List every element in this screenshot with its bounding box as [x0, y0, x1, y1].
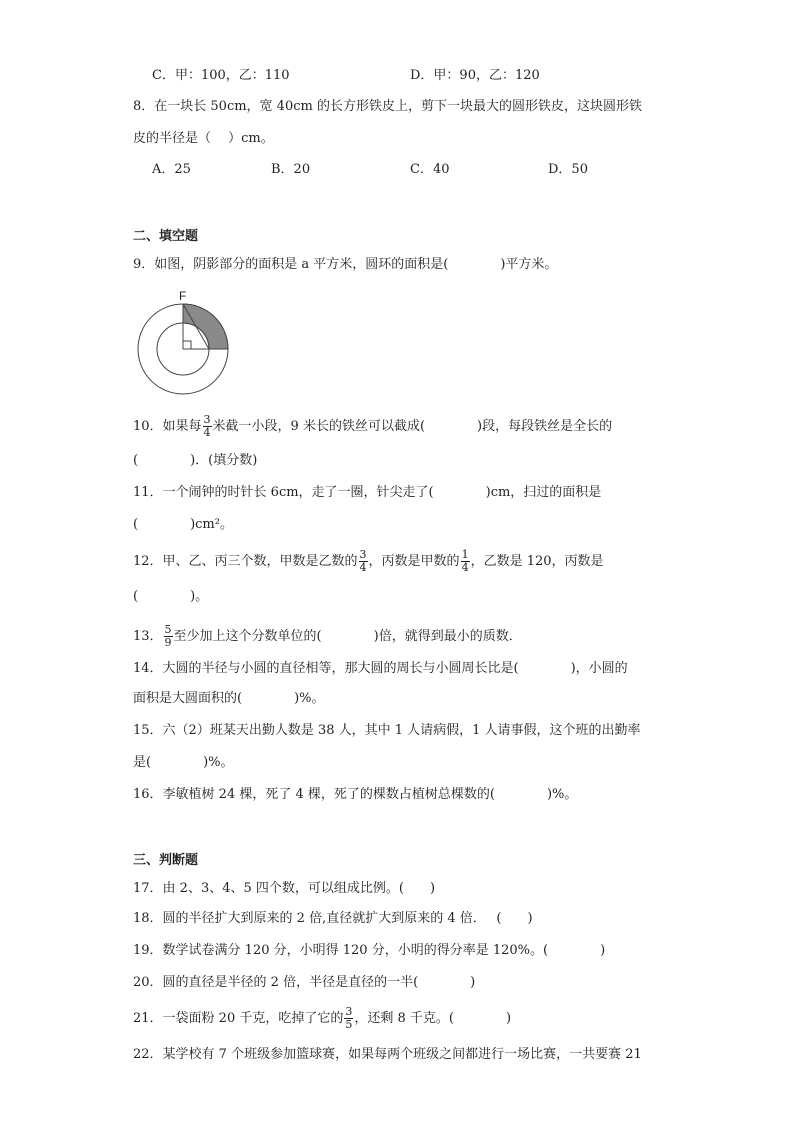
q8-option-d: D．50: [548, 162, 588, 177]
q19-text: 19．数学试卷满分 120 分，小明得 120 分，小明的得分率是 120%。( ): [133, 943, 606, 958]
annulus-figure: [133, 288, 233, 398]
q8-line1: 8．在一块长 50cm，宽 40cm 的长方形铁皮上，剪下一块最大的圆形铁皮，这块圆形铁: [133, 99, 642, 114]
q10-pre: 10．如果每: [133, 419, 202, 434]
q15-line2: 是( )%。: [133, 755, 234, 770]
q12-fraction1: $\frac{3}{4}$: [359, 548, 367, 574]
q16-text: 16．李敏植树 24 棵，死了 4 棵，死了的棵数占植树总棵数的( )%。: [133, 787, 578, 802]
q18-text: 18．圆的半径扩大到原来的 2 倍,直径就扩大到原来的 4 倍． ( ): [133, 911, 533, 926]
q9-text: 9．如图，阴影部分的面积是 a 平方米，圆环的面积是( )平方米。: [133, 257, 558, 272]
q14-line2: 面积是大圆面积的( )%。: [133, 691, 325, 706]
q22-text: 22．某学校有 7 个班级参加篮球赛，如果每两个班级之间都进行一场比赛，一共要赛 21: [133, 1047, 642, 1062]
q12-fraction2: $\frac{1}{4}$: [461, 548, 469, 574]
q7-option-c: C．甲：100，乙：110: [152, 68, 290, 83]
q8-option-c: C．40: [410, 162, 450, 177]
q12-line2: ( )。: [133, 589, 209, 604]
q21-line: 21．一袋面粉 20 千克，吃掉了它的 $\frac{3}{5}$ ，还剩 8 千克。( ): [133, 1005, 512, 1031]
q20-text: 20．圆的直径是半径的 2 倍，半径是直径的一半( ): [133, 975, 476, 990]
q10-fraction: $\frac{3}{4}$: [203, 413, 211, 439]
q17-text: 17．由 2、3、4、5 四个数，可以组成比例。( ): [133, 881, 436, 896]
q10-line2: ( )．(填分数): [133, 453, 258, 468]
q21-fraction: $\frac{3}{5}$: [345, 1005, 353, 1031]
q13-line: 13． $\frac{5}{9}$ 至少加上这个分数单位的( )倍，就得到最小的质数．: [133, 623, 522, 649]
q10-post: 米截一小段，9 米长的铁丝可以截成( )段，每段铁丝是全长的: [212, 419, 613, 434]
q14-line1: 14．大圆的半径与小圆的直径相等，那大圆的周长与小圆周长比是( )，小圆的: [133, 661, 628, 676]
figure-label-f: F: [179, 289, 187, 303]
q8-option-a: A．25: [152, 162, 191, 177]
q11-line2: ( )cm²。: [133, 517, 233, 532]
section-fill-blank-title: 二、填空题: [133, 229, 199, 244]
q12-line1: 12．甲、乙、丙三个数，甲数是乙数的 $\frac{3}{4}$ ，丙数是甲数的 $\frac{1}{4}$ ，乙数是 120，丙数是: [133, 548, 604, 574]
section-judgement-title: 三、判断题: [133, 853, 199, 868]
q7-option-d: D．甲：90，乙：120: [410, 68, 540, 83]
q15-line1: 15．六（2）班某天出勤人数是 38 人，其中 1 人请病假，1 人请事假，这个班的出勤率: [133, 723, 641, 738]
q8-option-b: B．20: [271, 162, 311, 177]
q11-line1: 11．一个闹钟的时针长 6cm，走了一圈，针尖走了( )cm，扫过的面积是: [133, 485, 602, 500]
q10-line1: [133, 414, 612, 439]
q8-line2: 皮的半径是（ ）cm。: [133, 131, 274, 146]
q13-fraction: $\frac{5}{9}$: [164, 623, 172, 649]
